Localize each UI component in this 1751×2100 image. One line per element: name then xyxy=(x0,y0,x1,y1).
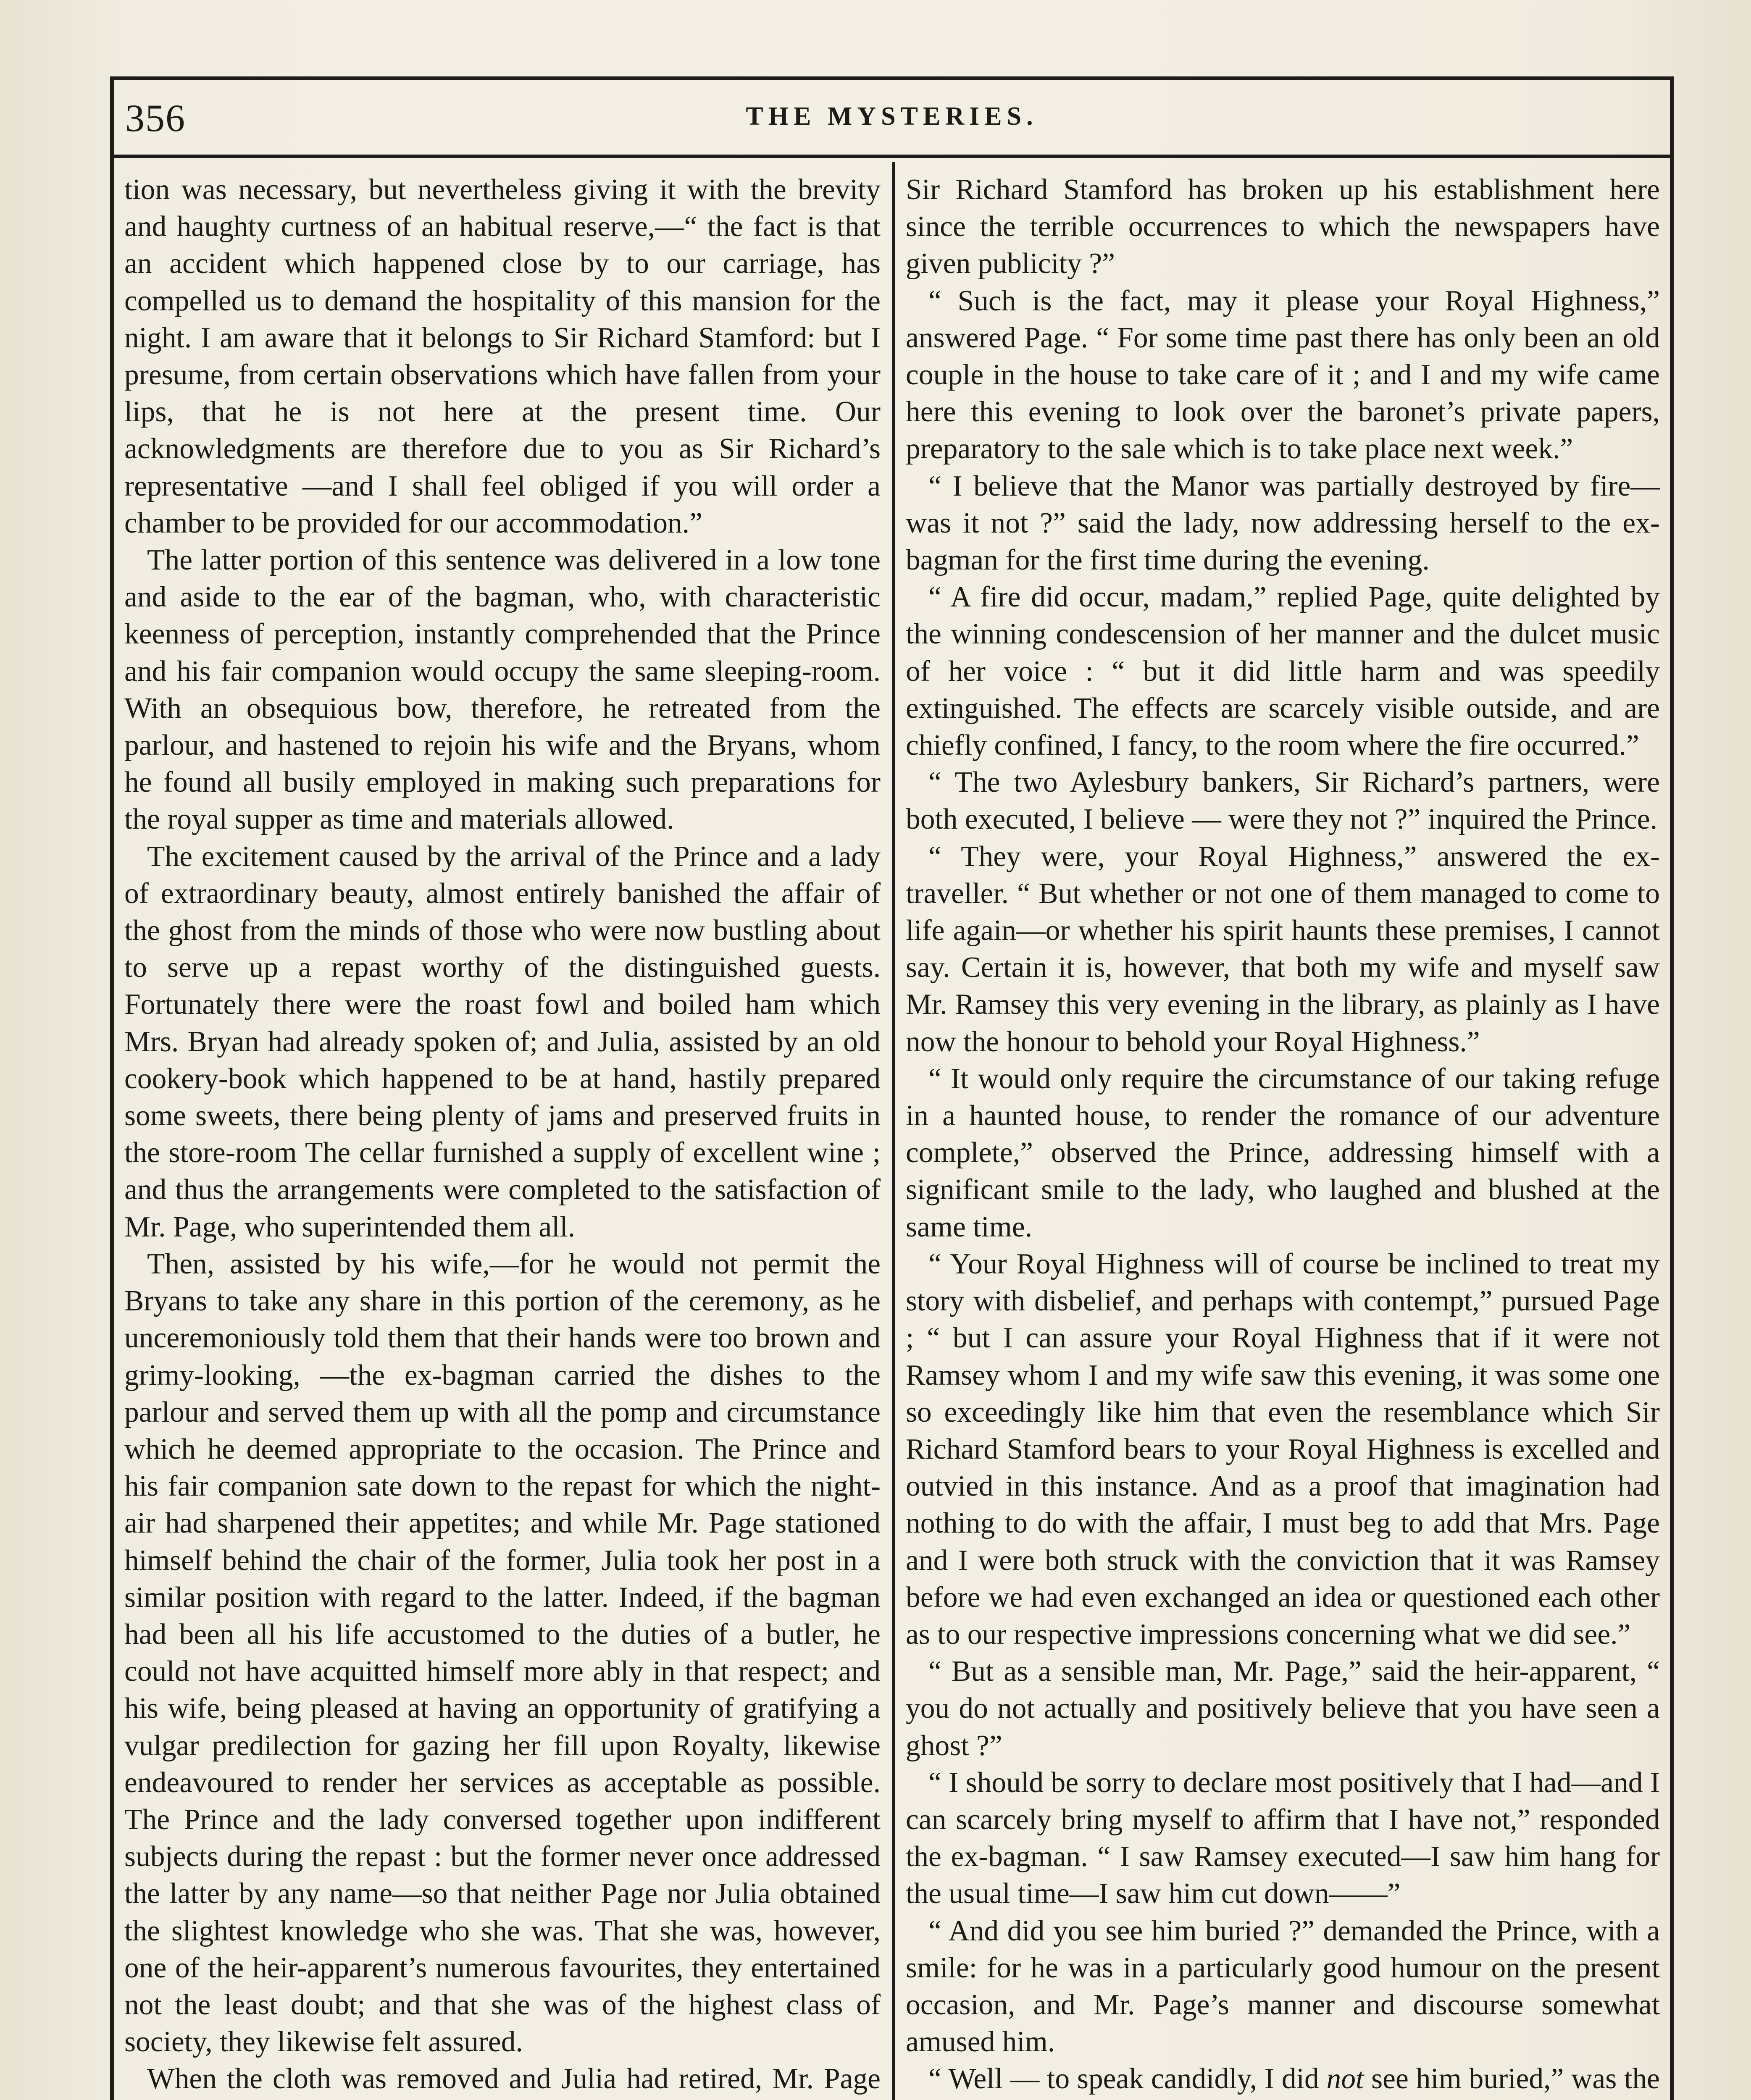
header-rule xyxy=(110,155,1674,158)
paragraph: “ They were, your Royal Highness,” answered the ex-traveller. “ But whether or not one of them managed to come to life again—or whether his spirit haunts these premises, I cannot say. Certain it is, however, that both my wife and myself saw Mr. Ramsey this very evening in the library, as plainly as I have now the honour to behold your Royal Highness.” xyxy=(906,840,1660,1058)
paragraph: The excitement caused by the arrival of the Prince and a lady of extraordinary beauty, almost entirely banished the affair of the ghost from the minds of those who were now bustling about to serve up a repast worthy of the distinguished guests. Fortunately there were the roast fowl and boiled ham which Mrs. Bryan had already spoken of; and Julia, assisted by an old cookery-book which happened to be at hand, hastily prepared some sweets, there being plenty of jams and preserved fruits in the store-room The cellar furnished a supply of excellent wine ; and thus the arrangements were completed to the satisfaction of Mr. Page, who superintended them all. xyxy=(124,840,881,1243)
paragraph: “ I should be sorry to declare most positively that I had—and I can scarcely bring myself to affirm that I have not,” responded the ex-bagman. “ I saw Ramsey executed—I saw him hang for the usual time—I saw him cut down——” xyxy=(906,1766,1660,1910)
paragraph: tion was necessary, but nevertheless giving it with the brevity and haughty curtness of an habitual reserve,—“ the fact is that an accident which happened close by to our carriage, has compelled us to demand the hospitality of this mansion for the night. I am aware that it belongs to Sir Richard Stamford: but I presume, from certain observations which have fallen from your lips, that he is not here at the present time. Our acknowledgments are therefore due to you as Sir Richard’s representative —and I shall feel obliged if you will order a chamber to be provided for our accommodation.” xyxy=(124,173,881,539)
emphasis: not xyxy=(1326,2063,1364,2095)
right-column xyxy=(906,171,1660,2100)
paragraph: “ A fire did occur, madam,” replied Page, quite delighted by the winning condescension of her manner and the dulcet music of her voice : “ but it did little harm and was speedily extinguished. The effects are scarcely visible outside, and are chiefly confined, I fancy, to the room where the fire occurred.” xyxy=(906,581,1660,762)
paragraph: “ Your Royal Highness will of course be inclined to treat my story with disbelief, and perhaps with contempt,” pursued Page ; “ but I can assure your Royal Highness that if it were not Ramsey whom I and my wife saw this evening, it was some one so exceedingly like him that even the resemblance which Sir Richard Stamford bears to your Royal Highness is excelled and outvied in this instance. And as a proof that imagination had nothing to do with the affair, I must beg to add that Mrs. Page and I were both struck with the conviction that it was Ramsey before we had even exchanged an idea or questioned each other as to our respective impressions concerning what we did see.” xyxy=(906,1247,1660,1651)
paragraph: “ It would only require the circumstance of our taking refuge in a haunted house, to render the romance of our adventure complete,” observed the Prince, addressing himself with a significant smile to the lady, who laughed and blushed at the same time. xyxy=(906,1062,1660,1243)
paragraph: When the cloth was removed and Julia had retired, Mr. Page xyxy=(147,2063,881,2095)
text-run: “ Well — to speak candidly, I did xyxy=(928,2063,1327,2095)
paragraph: “ Such is the fact, may it please your Royal Highness,” answered Page. “ For some time past there has only been an old couple in the house to take care of it ; and I and my wife came here this evening to look over the baronet’s private papers, preparatory to the sale which is to take place next week.” xyxy=(906,284,1660,465)
text-run: see him buried,” was the xyxy=(1371,2063,1660,2095)
paragraph: The latter portion of this sentence was delivered in a low tone and aside to the ear of the bagman, who, with characteristic keenness of perception, instantly comprehended that the Prince and his fair companion would occupy the same sleeping-room. With an obsequious bow, therefore, he retreated from the parlour, and hastened to rejoin his wife and the Bryans, whom he found all busily employed in making such preparations for the royal supper as time and materials allowed. xyxy=(124,544,881,836)
left-column xyxy=(124,171,881,2100)
paragraph: “ I believe that the Manor was partially destroyed by fire—was it not ?” said the lady, now addressing herself to the ex-bagman for the first time during the evening. xyxy=(906,470,1660,577)
column-divider xyxy=(892,162,895,2100)
paragraph: “ The two Aylesbury bankers, Sir Richard’s partners, were both executed, I believe — were they not ?” inquired the Prince. xyxy=(906,766,1660,836)
paragraph xyxy=(906,2061,1660,2100)
page-header xyxy=(110,84,1674,160)
paragraph: “ And did you see him buried ?” demanded the Prince, with a smile: for he was in a particularly good humour on the present occasion, and Mr. Page’s manner and discourse somewhat amused him. xyxy=(906,1914,1660,2058)
running-title: THE MYSTERIES. xyxy=(746,102,1038,131)
paragraph: “ But as a sensible man, Mr. Page,” said the heir-apparent, “ you do not actually and positively believe that you have seen a ghost ?” xyxy=(906,1655,1660,1762)
paragraph: Then, assisted by his wife,—for he would not permit the Bryans to take any share in this portion of the ceremony, as he unceremoniously told them that their hands were too brown and grimy-looking, —the ex-bagman carried the dishes to the parlour and served them up with all the pomp and circumstance which he deemed appropriate to the occasion. The Prince and his fair companion sate down to the repast for which the night-air had sharpened their appetites; and while Mr. Page stationed himself behind the chair of the former, Julia took her post in a similar position with regard to the latter. Indeed, if the bagman had been all his life accustomed to the duties of a butler, he could not have acquitted himself more ably in that respect; and his wife, being pleased at having an opportunity of gratifying a vulgar predilection for gazing her fill upon Royalty, likewise endeavoured to render her services as acceptable as possible. The Prince and the lady conversed together upon indifferent subjects during the repast : but the former never once addressed the latter by any name—so that neither Page nor Julia obtained the slightest knowledge who she was. That she was, however, one of the heir-apparent’s numerous favourites, they entertained not the least doubt; and that she was of the highest class of society, they likewise felt assured. xyxy=(124,1247,881,2058)
paragraph: Sir Richard Stamford has broken up his establishment here since the terrible occurrences to which the newspapers have given publicity ?” xyxy=(906,173,1660,280)
page-number: 356 xyxy=(125,97,186,139)
